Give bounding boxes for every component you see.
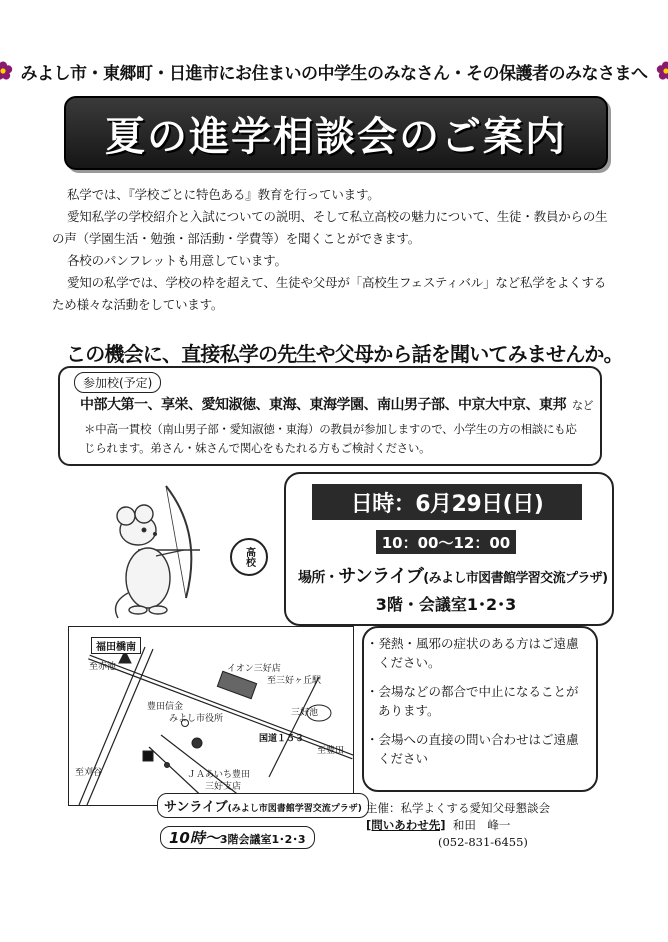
place-name: サンライブ [338,566,424,587]
map-ja-label: ＪＡあいち豊田 [187,770,251,780]
intro-paragraph: 愛知私学の学校紹介と入試についての説明、そして私立高校の魅力について、生徒・教員からの生の声（学園生活・勉強・部活動・学費等）を聞くことができます。 [52,209,608,246]
map-city-hall-label: みよし市役所 [169,714,224,724]
organizer-host: 主催：私学よくする愛知父母懇談会 [366,801,550,815]
title-banner [64,96,608,170]
event-info-box [284,472,614,626]
intro-paragraph: 各校のパンフレットも用意しています。 [67,253,287,268]
map-sunlive-name: サンライブ [164,800,228,815]
organizer-inquiry [366,817,606,834]
page-title: 夏の進学相談会のご案内 [105,112,567,160]
schools-note: ＊中高一貫校（南山男子部・愛知淑徳・東海）の教員が参加しますので、小学生の方の相談にも応じられます。弟さん・妹さんで関心をもたれる方もご検討ください。 [84,422,577,455]
intro-paragraph: 私学では、『学校ごとに特色ある』教育を行っています。 [67,187,380,202]
map-sunlive-sub: (みよし市図書館学習交流プラザ) [227,804,362,814]
access-map [68,626,362,815]
mouse-archer-illustration [108,478,218,623]
flower-icon [656,61,668,81]
map-sunlive-label [157,793,369,818]
map-fukuda-label: 福田橋南 [91,637,141,654]
callout-heading: この機会に、直接私学の先生や父母から話を聞いてみませんか。 [66,341,623,366]
map-ja-branch-label: 三好支店 [205,782,242,792]
schools-list [80,394,593,414]
map-aeon-label: イオン三好店 [227,664,281,674]
inquiry-label: [問いあわせ先] [366,818,446,832]
schools-etc: など [572,399,593,412]
event-time: 10：00～12：00 [376,530,516,554]
schools-label: 参加校(予定) [74,372,161,393]
organizer-info [366,800,606,851]
place-sub: (みよし市図書館学習交流プラザ) [423,571,608,586]
note-item: ・ 会場への直接の問い合わせはご遠慮ください [378,730,586,768]
note-item: ・ 発熱・風邪の症状のある方はご遠慮ください。 [378,634,586,672]
map-route-label: 国道１５３ [259,734,305,744]
map-time-label [160,826,315,849]
map-time-main: 10時～ [169,829,220,847]
schools-box [58,366,602,466]
contact-name: 和田 峰一 [452,818,511,832]
map-shinkin-label: 豊田信金 [147,702,184,712]
event-date: 日時：6月29日(日) [312,484,582,520]
map-miyoshigaoka-label: 至三好ヶ丘駅 [267,676,322,686]
flower-icon [0,61,13,81]
notes-bubble [362,626,598,792]
intro-text [52,184,612,316]
audience-text: みよし市・東郷町・日進市にお住まいの中学生のみなさん・その保護者のみなさまへ [20,63,648,84]
contact-phone: (052-831-6455) [438,835,528,849]
map-pond-label: 三好池 [291,708,319,718]
intro-paragraph: 愛知の私学では、学校の枠を超えて、生徒や父母が「高校生フェスティバル」など私学をよくするため様々な活動をしています。 [52,275,607,312]
map-akaike-label: 至赤池 [89,662,117,672]
event-place [298,562,608,588]
map-toyota-label: 至豊田 [317,746,345,756]
place-key: 場所・ [298,570,339,586]
audience-heading [20,56,648,86]
event-room: 3階・会議室1･2･3 [375,595,517,614]
map-time-sub: 3階会議室1･2･3 [219,833,306,846]
map-kariya-label: 至刈谷 [75,768,103,778]
schools-names: 中部大第一、享栄、愛知淑徳、東海、東海学園、南山男子部、中京大中京、東邦 [80,397,566,413]
high-school-badge: 高校 [230,538,268,576]
note-item: ・ 会場などの都合で中止になることがあります。 [378,682,586,720]
